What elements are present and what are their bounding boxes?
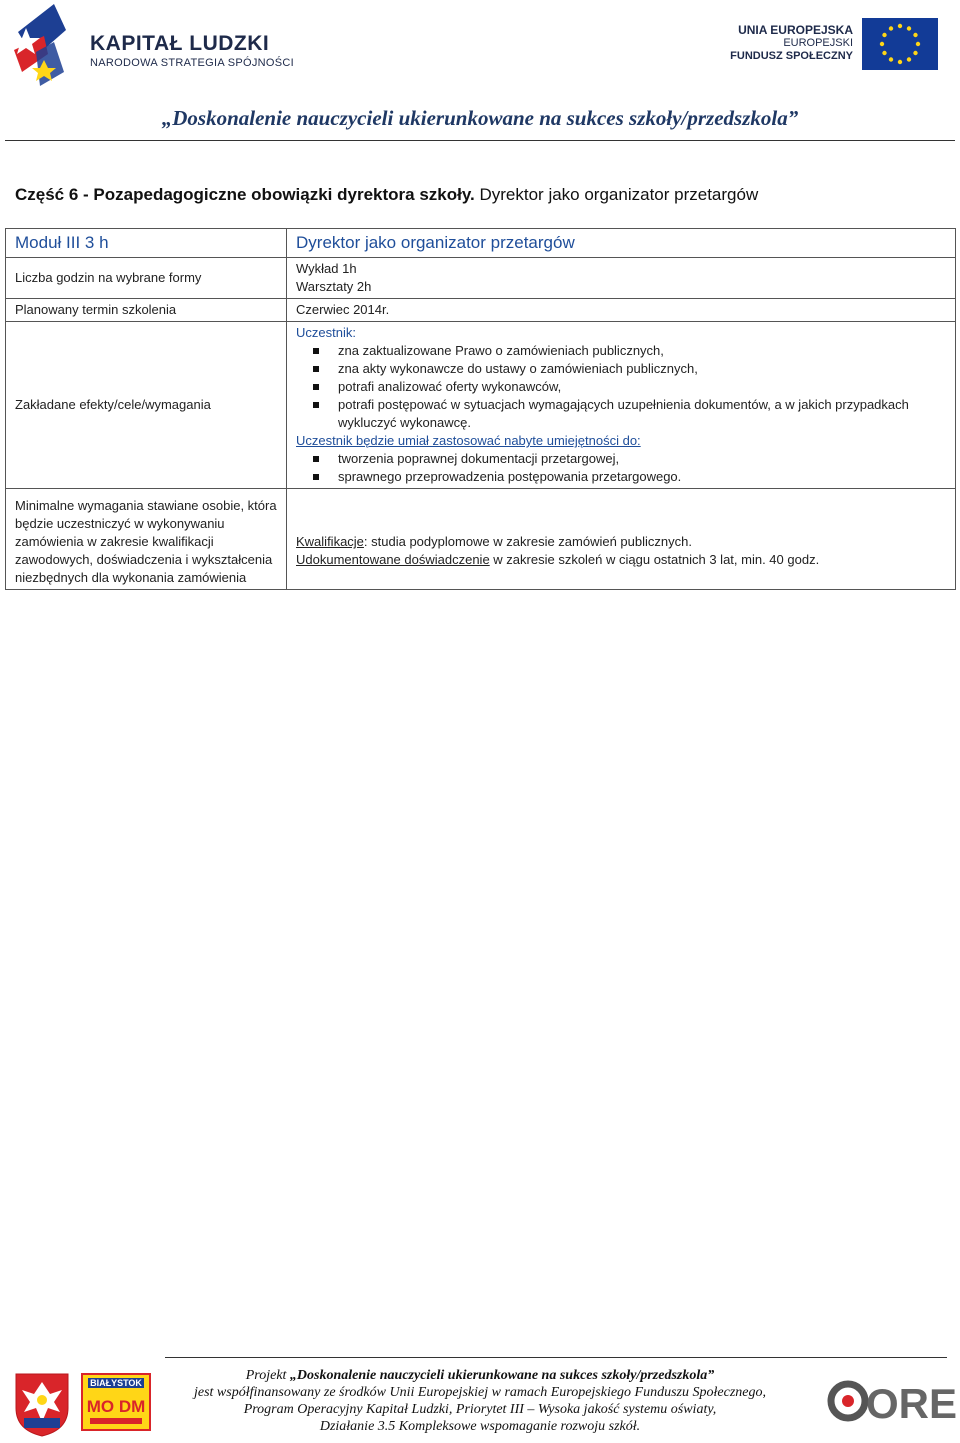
kl-logo-title: KAPITAŁ LUDZKI	[90, 32, 270, 55]
participant-list	[313, 342, 946, 432]
page-header	[0, 0, 960, 100]
eu-line-3: FUNDUSZ SPOŁECZNY	[730, 50, 853, 62]
section-heading	[15, 185, 758, 205]
eu-line-1: UNIA EUROPEJSKA	[738, 23, 853, 37]
date-label: Planowany termin szkolenia	[15, 302, 177, 317]
footer-line-1-prefix: Projekt	[245, 1368, 290, 1383]
list-item: zna akty wykonawcze do ustawy o zamówieniach publicznych,	[313, 360, 946, 378]
skills-list	[313, 450, 946, 486]
modm-logo-main-text: MO DM	[86, 1397, 146, 1416]
list-item: potrafi postępować w sytuacjach wymagających uzupełnienia dokumentów, a w jakich przypadkach wykluczyć wykonawcę.	[313, 396, 946, 432]
header-divider	[5, 140, 955, 141]
experience-label: Udokumentowane doświadczenie	[296, 552, 490, 567]
table-row	[6, 322, 956, 489]
hours-line-1: Wykład 1h	[296, 261, 357, 276]
list-item: sprawnego przeprowadzenia postępowania przetargowego.	[313, 468, 946, 486]
requirements-label-cell	[6, 489, 287, 590]
module-title-cell	[287, 229, 956, 258]
module-title: Dyrektor jako organizator przetargów	[296, 233, 575, 252]
footer-text	[160, 1367, 800, 1435]
bialystok-coat-of-arms-icon	[14, 1372, 70, 1438]
qualifications-label: Kwalifikacje	[296, 534, 364, 549]
goals-label: Zakładane efekty/cele/wymagania	[15, 397, 211, 412]
footer-divider	[165, 1357, 947, 1358]
goals-value-cell	[287, 322, 956, 489]
eu-flag-icon	[862, 18, 938, 70]
section-heading-rest: Dyrektor jako organizator przetargów	[474, 185, 759, 204]
hours-label: Liczba godzin na wybrane formy	[15, 270, 202, 285]
ore-logo-icon	[828, 1376, 958, 1427]
module-label-cell	[6, 229, 287, 258]
footer-line-1	[160, 1367, 800, 1384]
footer-line-3: Program Operacyjny Kapitał Ludzki, Priorytet III – Wysoka jakość systemu oświaty,	[243, 1402, 717, 1417]
modm-logo-top-text: BIAŁYSTOK	[90, 1378, 142, 1388]
list-item: tworzenia poprawnej dokumentacji przetargowej,	[313, 450, 946, 468]
goals-label-cell	[6, 322, 287, 489]
skills-label: Uczestnik będzie umiał zastosować nabyte umiejętności do:	[296, 433, 641, 448]
date-value-cell	[287, 299, 956, 322]
eu-wordmark	[730, 24, 853, 63]
qualifications-value: : studia podyplomowe w zakresie zamówień publicznych.	[363, 534, 692, 549]
date-label-cell	[6, 299, 287, 322]
ore-logo-text: ORE	[866, 1380, 958, 1427]
participant-label: Uczestnik:	[296, 325, 356, 340]
list-item: potrafi analizować oferty wykonawców,	[313, 378, 946, 396]
experience-line	[296, 551, 946, 569]
footer-line-2: jest współfinansowany ze środków Unii Europejskiej w ramach Europejskiego Funduszu Społecznego,	[193, 1385, 766, 1400]
table-row	[6, 489, 956, 590]
table-row	[6, 299, 956, 322]
requirements-label: Minimalne wymagania stawiane osobie, która będzie uczestniczyć w wykonywaniu zamówienia w zakresie kwalifikacji zawodowych, doświadczenia i wykształcenia niezbędnych dla wykonania zamówienia	[15, 498, 277, 585]
kapital-ludzki-wordmark	[90, 32, 294, 69]
modm-logo-icon	[80, 1372, 152, 1432]
hours-value-cell	[287, 258, 956, 299]
hours-line-2: Warsztaty 2h	[296, 279, 372, 294]
table-row	[6, 229, 956, 258]
list-item: zna zaktualizowane Prawo o zamówieniach publicznych,	[313, 342, 946, 360]
hours-label-cell	[6, 258, 287, 299]
requirements-value-cell	[287, 489, 956, 590]
date-value: Czerwiec 2014r.	[296, 302, 390, 317]
eu-line-2: EUROPEJSKI	[783, 37, 853, 49]
footer-line-1-bold: „Doskonalenie nauczycieli ukierunkowane na sukces szkoły/przedszkola”	[289, 1368, 715, 1383]
experience-value: w zakresie szkoleń w ciągu ostatnich 3 lat, min. 40 godz.	[489, 552, 820, 567]
kl-logo-subtitle: NARODOWA STRATEGIA SPÓJNOŚCI	[90, 57, 294, 69]
section-heading-bold: Część 6 - Pozapedagogiczne obowiązki dyrektora szkoły.	[15, 185, 475, 204]
module-table	[5, 228, 956, 590]
project-title: „Doskonalenie nauczycieli ukierunkowane na sukces szkoły/przedszkola”	[161, 106, 799, 130]
table-row	[6, 258, 956, 299]
footer-line-4: Działanie 3.5 Kompleksowe wspomaganie rozwoju szkół.	[319, 1419, 641, 1434]
qualifications-line	[296, 533, 946, 551]
module-label: Moduł III 3 h	[15, 233, 109, 252]
kapital-ludzki-logo-icon	[14, 2, 74, 86]
